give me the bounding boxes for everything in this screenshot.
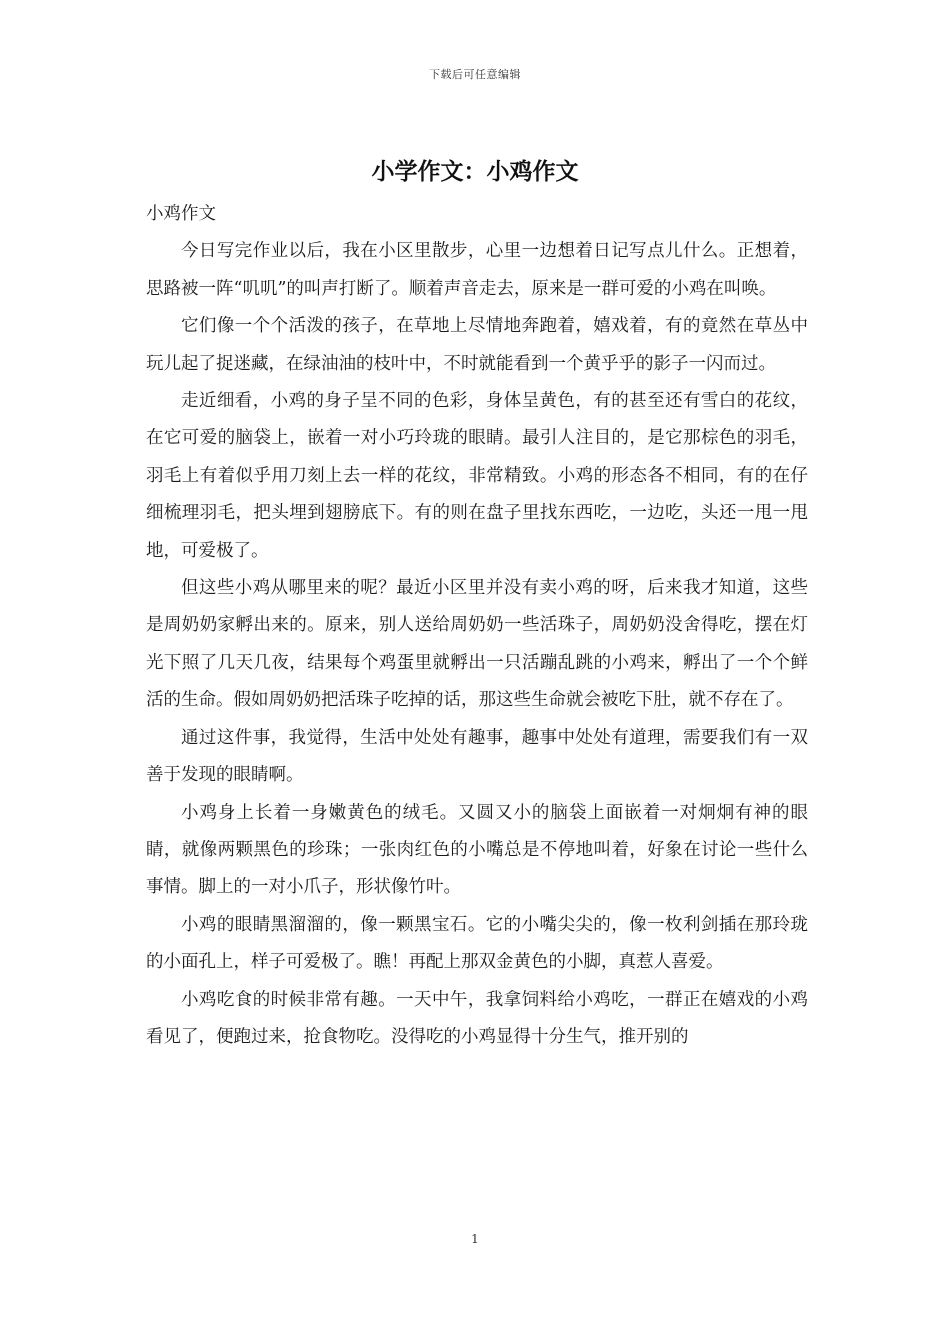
document-title: 小学作文：小鸡作文 (371, 158, 579, 185)
document-subtitle: 小鸡作文 (146, 204, 216, 224)
paragraph: 通过这件事，我觉得，生活中处处有趣事，趣事中处处有道理，需要我们有一双善于发现的眼睛啊。 (146, 727, 808, 786)
paragraph: 小鸡身上长着一身嫩黄色的绒毛。又圆又小的脑袋上面嵌着一对炯炯有神的眼睛，就像两颗黑色的珍珠；一张肉红色的小嘴总是不停地叫着，好象在讨论一些什么事情。脚上的一对小爪子，形状像竹叶。 (146, 802, 808, 898)
paragraph: 小鸡的眼睛黑溜溜的，像一颗黑宝石。它的小嘴尖尖的，像一枚利剑插在那玲珑的小面孔上，样子可爱极了。瞧！再配上那双金黄色的小脚，真惹人喜爱。 (146, 914, 808, 973)
paragraph: 但这些小鸡从哪里来的呢？最近小区里并没有卖小鸡的呀，后来我才知道，这些是周奶奶家孵出来的。原来，别人送给周奶奶一些活珠子，周奶奶没舍得吃，摆在灯光下照了几天几夜，结果每个鸡蛋里就孵出一只活蹦乱跳的小鸡来，孵出了一个个鲜活的生命。假如周奶奶把活珠子吃掉的话，那这些生命就会被吃下肚，就不存在了。 (146, 578, 808, 711)
paragraph: 小鸡吃食的时候非常有趣。一天中午，我拿饲料给小鸡吃，一群正在嬉戏的小鸡看见了，便跑过来，抢食物吃。没得吃的小鸡显得十分生气，推开别的 (146, 989, 808, 1047)
paragraph: 走近细看，小鸡的身子呈不同的色彩，身体呈黄色，有的甚至还有雪白的花纹，在它可爱的脑袋上，嵌着一对小巧玲珑的眼睛。最引人注目的，是它那棕色的羽毛，羽毛上有着似乎用刀刻上去一样的花纹，非常精致。小鸡的形态各不相同，有的在仔细梳理羽毛，把头埋到翅膀底下。有的则在盘子里找东西吃，一边吃，头还一甩一甩地，可爱极了。 (146, 391, 808, 561)
document-body (146, 196, 808, 1056)
paragraph: 今日写完作业以后，我在小区里散步，心里一边想着日记写点儿什么。正想着，思路被一阵“叽叽”的叫声打断了。顺着声音走去，原来是一群可爱的小鸡在叫唤。 (146, 241, 808, 299)
header-note: 下载后可任意编辑 (429, 68, 521, 81)
paragraph: 它们像一个个活泼的孩子，在草地上尽情地奔跑着，嬉戏着，有的竟然在草丛中玩儿起了捉迷藏，在绿油油的枝叶中，不时就能看到一个黄乎乎的影子一闪而过。 (146, 316, 808, 374)
page-number: 1 (471, 1232, 479, 1246)
